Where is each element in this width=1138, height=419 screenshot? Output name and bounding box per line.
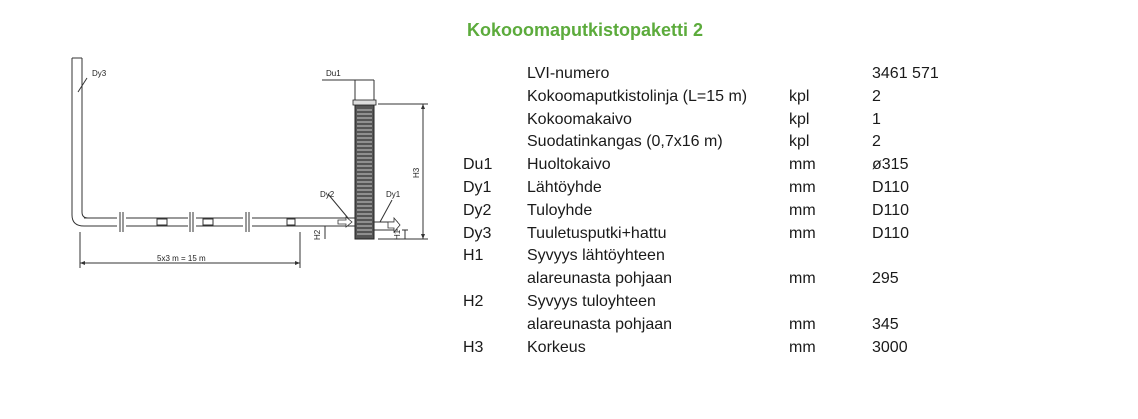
spec-row — [463, 200, 992, 223]
spec-value — [872, 291, 992, 314]
spec-table — [463, 63, 992, 359]
spec-unit: kpl — [789, 110, 810, 128]
spec-desc: Tuuletusputki+hattu — [527, 224, 667, 242]
spec-code: Du1 — [463, 156, 493, 174]
spec-value: ø315 — [872, 156, 909, 174]
spec-code: H3 — [463, 338, 484, 356]
spec-code: Dy3 — [463, 224, 492, 242]
spec-row — [463, 314, 992, 337]
spec-desc: Tuloyhde — [527, 201, 593, 219]
spec-code: Dy1 — [463, 178, 492, 196]
spec-code — [463, 131, 527, 154]
label-du1: Du1 — [326, 69, 341, 78]
spec-value: 3461 571 — [872, 65, 939, 82]
spec-desc: Syvyys tuloyhteen — [527, 292, 656, 310]
spec-value: 1 — [872, 110, 881, 128]
spec-value: D110 — [872, 178, 910, 196]
label-h2: H2 — [313, 229, 322, 240]
spec-desc: Lähtöyhde — [527, 178, 602, 196]
spec-row — [463, 86, 992, 109]
spec-desc: Kokoomakaivo — [527, 110, 632, 128]
spec-desc: Suodatinkangas (0,7x16 m) — [527, 133, 723, 151]
spec-value: 2 — [872, 133, 881, 151]
spec-code — [463, 109, 527, 132]
label-dy1: Dy1 — [386, 190, 401, 199]
spec-unit: mm — [789, 224, 816, 242]
spec-desc: LVI-numero — [527, 65, 610, 82]
spec-unit: mm — [789, 156, 816, 174]
label-h1: H1 — [393, 229, 402, 240]
spec-unit: mm — [789, 178, 816, 196]
label-dy3: Dy3 — [92, 69, 107, 78]
label-length: 5x3 m = 15 m — [157, 254, 206, 263]
spec-desc: alareunasta pohjaan — [527, 315, 673, 333]
spec-code: H2 — [463, 292, 484, 310]
spec-value: D110 — [872, 224, 910, 242]
spec-value: 3000 — [872, 338, 908, 356]
spec-desc: Huoltokaivo — [527, 156, 611, 174]
spec-unit: mm — [789, 201, 816, 219]
spec-unit — [789, 291, 872, 314]
label-h3: H3 — [412, 167, 421, 178]
spec-unit: kpl — [789, 87, 810, 105]
spec-row — [463, 337, 992, 360]
spec-code: Dy2 — [463, 201, 492, 219]
page-title: Kokooomaputkistopaketti 2 — [467, 20, 704, 40]
spec-row — [463, 63, 992, 86]
spec-code: H1 — [463, 247, 484, 265]
pipe-system-drawing — [0, 0, 460, 300]
collector-well — [355, 104, 374, 239]
spec-unit — [789, 245, 872, 268]
spec-code — [463, 268, 527, 291]
spec-desc: Syvyys lähtöyhteen — [527, 247, 665, 265]
spec-unit: kpl — [789, 133, 810, 151]
spec-row — [463, 268, 992, 291]
spec-code — [463, 314, 527, 337]
spec-row — [463, 223, 992, 246]
spec-unit: mm — [789, 270, 816, 288]
spec-value: 295 — [872, 270, 899, 288]
spec-unit — [789, 63, 872, 86]
spec-row — [463, 109, 992, 132]
spec-desc: alareunasta pohjaan — [527, 270, 673, 288]
spec-desc: Kokoomaputkistolinja (L=15 m) — [527, 87, 748, 105]
spec-row — [463, 291, 992, 314]
spec-code — [463, 63, 527, 86]
spec-unit: mm — [789, 315, 816, 333]
spec-unit: mm — [789, 338, 816, 356]
spec-value: 2 — [872, 87, 881, 105]
spec-code — [463, 86, 527, 109]
spec-row — [463, 154, 992, 177]
spec-desc: Korkeus — [527, 338, 586, 356]
spec-value: D110 — [872, 201, 910, 219]
spec-row — [463, 131, 992, 154]
spec-row — [463, 245, 992, 268]
spec-value — [872, 245, 992, 268]
spec-value: 345 — [872, 315, 899, 333]
spec-row — [463, 177, 992, 200]
label-dy2: Dy2 — [320, 190, 335, 199]
